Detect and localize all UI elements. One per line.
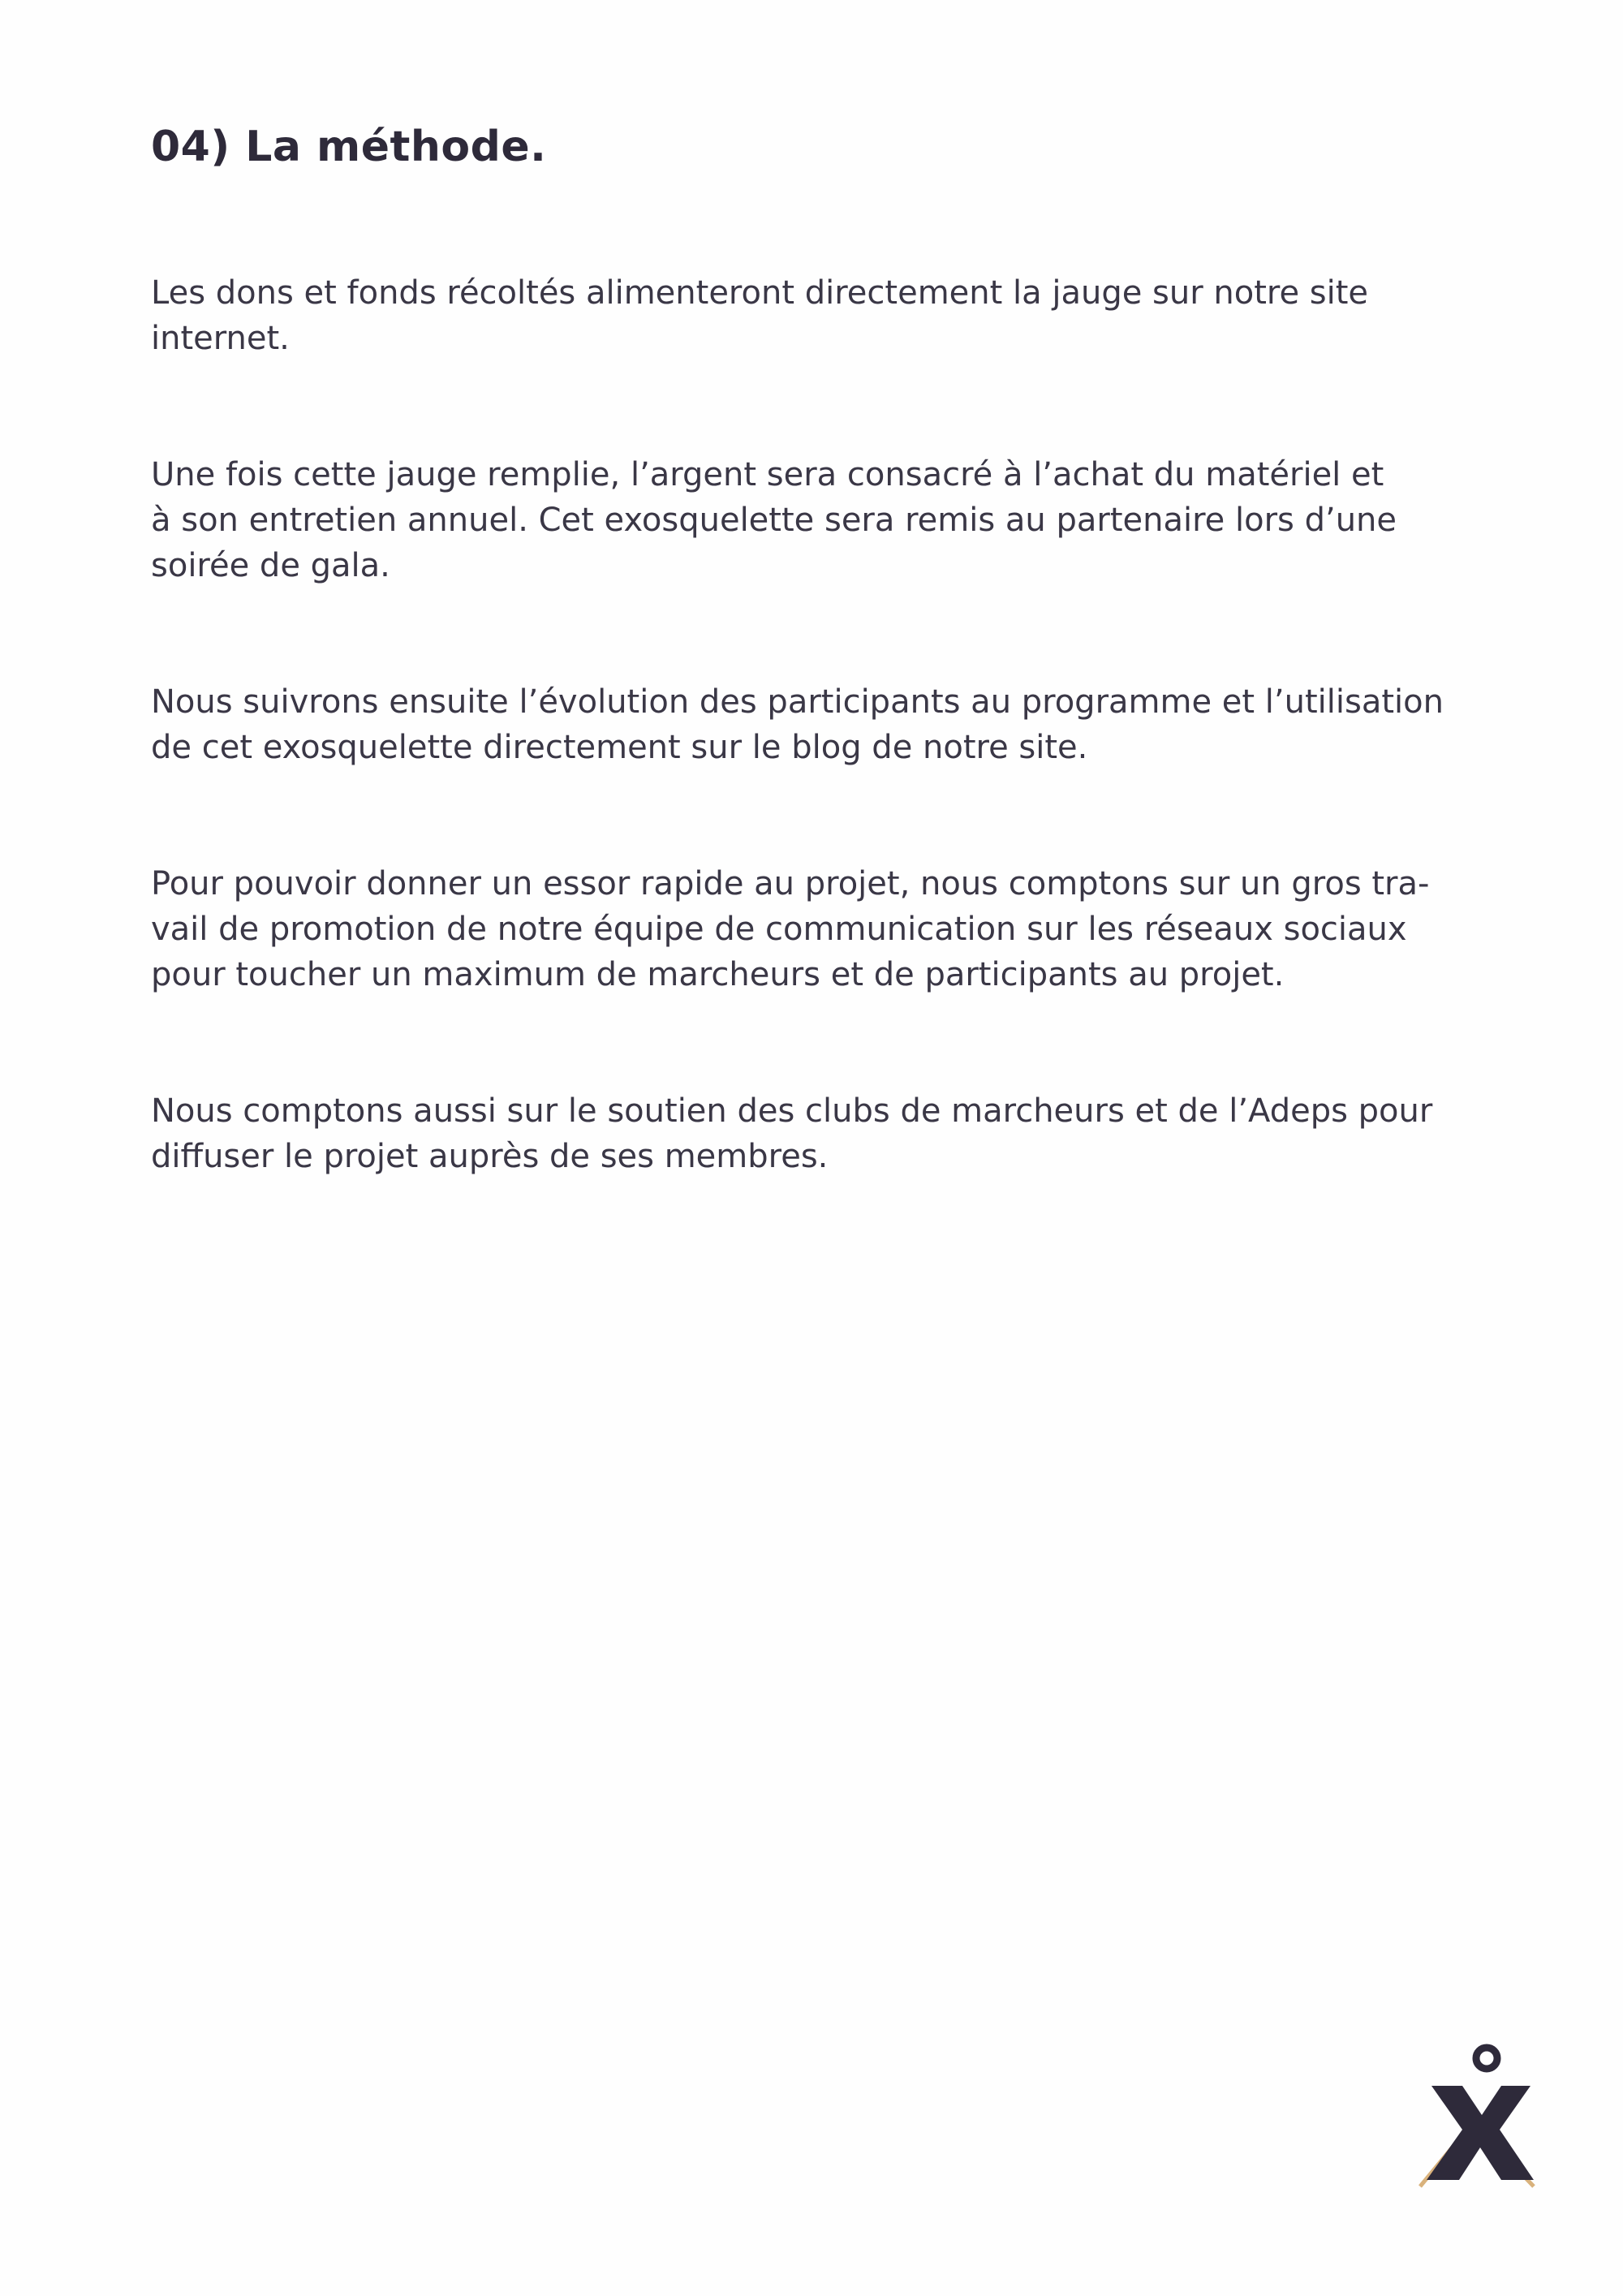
- paragraph-line: à son entretien annuel. Cet exosquelette sera remis au partenaire lors d’une: [151, 502, 1397, 539]
- paragraph-line: Pour pouvoir donner un essor rapide au projet, nous comptons sur un gros tra-: [151, 865, 1430, 902]
- paragraph-4: [151, 861, 1530, 997]
- logo-x-body: [1427, 2086, 1534, 2180]
- paragraph-line: vail de promotion de notre équipe de communication sur les réseaux sociaux: [151, 911, 1407, 948]
- paragraph-line: Une fois cette jauge remplie, l’argent sera consacré à l’achat du matériel et: [151, 456, 1384, 493]
- paragraph-1: [151, 270, 1530, 361]
- paragraph-line: Les dons et fonds récoltés alimenteront directement la jauge sur notre site: [151, 274, 1369, 312]
- logo-head: [1476, 2048, 1497, 2069]
- paragraph-3: [151, 679, 1530, 770]
- paragraph-line: internet.: [151, 320, 290, 357]
- person-x-logo-icon: [1412, 2035, 1542, 2191]
- paragraph-2: [151, 452, 1530, 588]
- document-body: [151, 270, 1530, 1270]
- paragraph-line: pour toucher un maximum de marcheurs et de participants au projet.: [151, 956, 1285, 993]
- paragraph-line: soirée de gala.: [151, 547, 390, 584]
- paragraph-line: diffuser le projet auprès de ses membres.: [151, 1138, 829, 1175]
- paragraph-5: [151, 1088, 1530, 1179]
- paragraph-line: Nous comptons aussi sur le soutien des clubs de marcheurs et de l’Adeps pour: [151, 1092, 1433, 1130]
- section-heading: 04) La méthode.: [151, 123, 547, 171]
- paragraph-line: Nous suivrons ensuite l’évolution des participants au programme et l’utilisation: [151, 683, 1444, 721]
- paragraph-line: de cet exosquelette directement sur le blog de notre site.: [151, 729, 1088, 766]
